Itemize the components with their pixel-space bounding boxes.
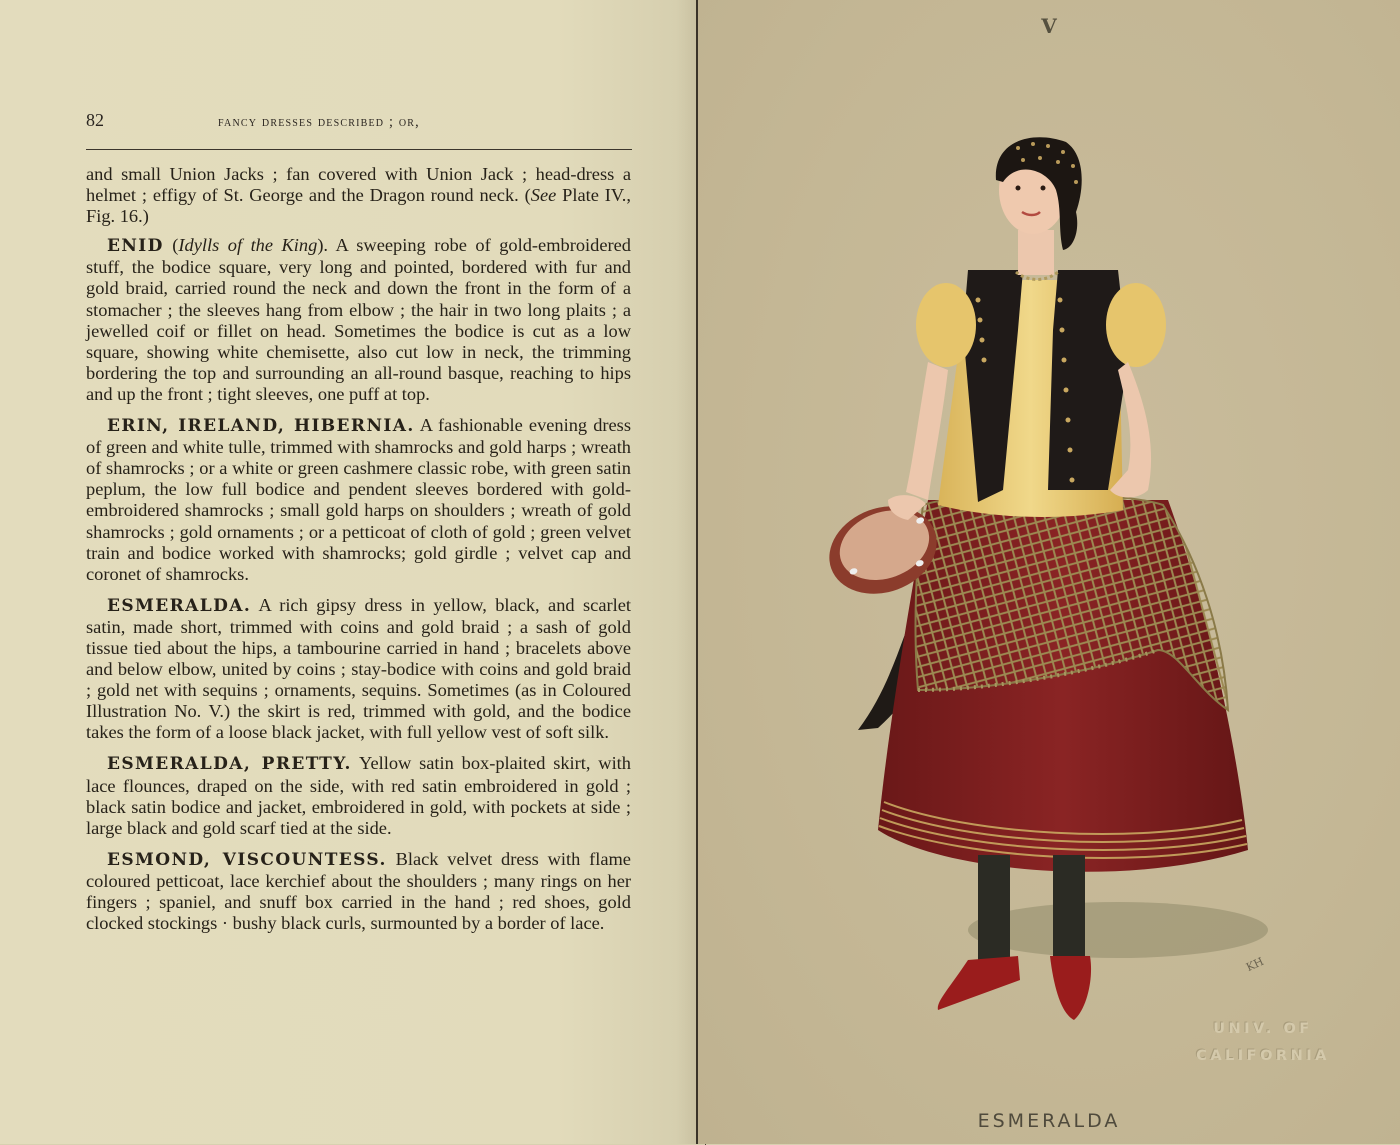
entry-title: ESMOND, VISCOUNTESS. (107, 849, 387, 870)
entry-body: A sweeping robe of gold-embroidered stuff, the bodice square, very long and pointed, bordered with fur and gold braid, carried round the neck and down the front in the form of a stomacher ; the sleeves hang from elbow ; the hair in two long plaits ; a jewelled coif or fillet on head. Sometimes the bodice is cut as a low square, showing white chemisette, also cut low in neck, the trimming bordering the top and surrounding an all-round basque, reaching to hips and up the front ; tight sleeves, one puff at top. (86, 235, 631, 404)
right-puff-sleeve (1106, 283, 1166, 367)
text-body (86, 164, 631, 944)
neck (1018, 230, 1054, 275)
plate-caption: ESMERALDA (977, 1110, 1121, 1132)
plate-page (698, 0, 1400, 1144)
plate-number: V (1041, 14, 1057, 38)
entry-title: ENID (107, 236, 164, 257)
library-stamp: UNIV. OF CALIFORNIA (1196, 1021, 1330, 1064)
page-number: 82 (86, 110, 104, 130)
entry-title: ERIN, IRELAND, HIBERNIA. (107, 416, 415, 437)
entry-erin (86, 415, 631, 585)
entry-body: Yellow satin box-plaited skirt, with lace flounces, draped on the side, with red satin embroidered in gold ; black satin bodice and jacket, embroidered in gold, with pockets at side ; large black and gold scarf tied at the side. (86, 753, 631, 838)
esmeralda-illustration (818, 130, 1268, 1030)
running-head (86, 110, 632, 136)
entry-title: ESMERALDA. (107, 595, 252, 616)
right-shoe (1050, 956, 1091, 1020)
continuation-paragraph: and small Union Jacks ; fan covered with Union Jack ; head-dress a helmet ; effigy of St. George and the Dragon round neck. (See Plate IV., Fig. 16.) (86, 164, 631, 227)
entry-esmeralda-pretty (86, 753, 631, 838)
entry-body: A fashionable evening dress of green and white tulle, trimmed with shamrocks and gold harps ; wreath of shamrocks ; or a white or green cashmere classic robe, with green satin peplum, the low full bodice and pendent sleeves bordered with gold-embroidered shamrocks ; small gold harps on shoulders ; wreath of gold shamrocks ; gold ornaments ; or a petticoat of cloth of gold ; green velvet train and bodice worked with shamrocks; gold girdle ; velvet cap and coronet of shamrocks. (86, 415, 631, 584)
right-stocking (1053, 855, 1085, 965)
text-page (0, 0, 697, 1144)
entry-subtitle: Idylls of the King (178, 235, 318, 256)
running-head-title: fancy dresses described ; or, (218, 114, 420, 130)
entry-body: A rich gipsy dress in yellow, black, and scarlet satin, made short, trimmed with coins and gold braid ; a sash of gold tissue tied about the hips, a tambourine carried in hand ; bracelets above and below elbow, united by coins ; stay-bodice with coins and gold braid ; gold net with sequins ; ornaments, sequins. Sometimes (as in Coloured Illustration No. V.) the skirt is red, trimmed with gold, and the bodice takes the form of a loose black jacket, with full yellow vest of soft silk. (86, 594, 631, 743)
entry-esmeralda (86, 595, 631, 744)
artist-monogram: KH (1244, 954, 1266, 975)
entry-body: Black velvet dress with flame coloured petticoat, lace kerchief about the shoulders ; many rings on her fingers ; spaniel, and snuff box carried in the hand ; red shoes, gold clocked stockings · bushy black curls, surmounted by a border of lace. (86, 848, 631, 934)
entry-esmond (86, 849, 631, 934)
left-shoe (938, 956, 1020, 1010)
figure-shadow (968, 902, 1268, 958)
left-puff-sleeve (916, 283, 976, 367)
left-stocking (978, 855, 1010, 965)
header-rule (86, 149, 632, 150)
entry-title: ESMERALDA, PRETTY. (107, 754, 352, 775)
entry-enid: ENID (Idylls of the King). A sweeping robe of gold-embroidered stuff, the bodice square, very long and pointed, bordered with fur and gold braid, carried round the neck and down the front in the form of a stomacher ; the sleeves hang from elbow ; the hair in two long plaits ; a jewelled coif or fillet on head. Sometimes the bodice is cut as a low square, showing white chemisette, also cut low in neck, the trimming bordering the top and surrounding an all-round basque, reaching to hips and up the front ; tight sleeves, one puff at top. (86, 235, 631, 404)
